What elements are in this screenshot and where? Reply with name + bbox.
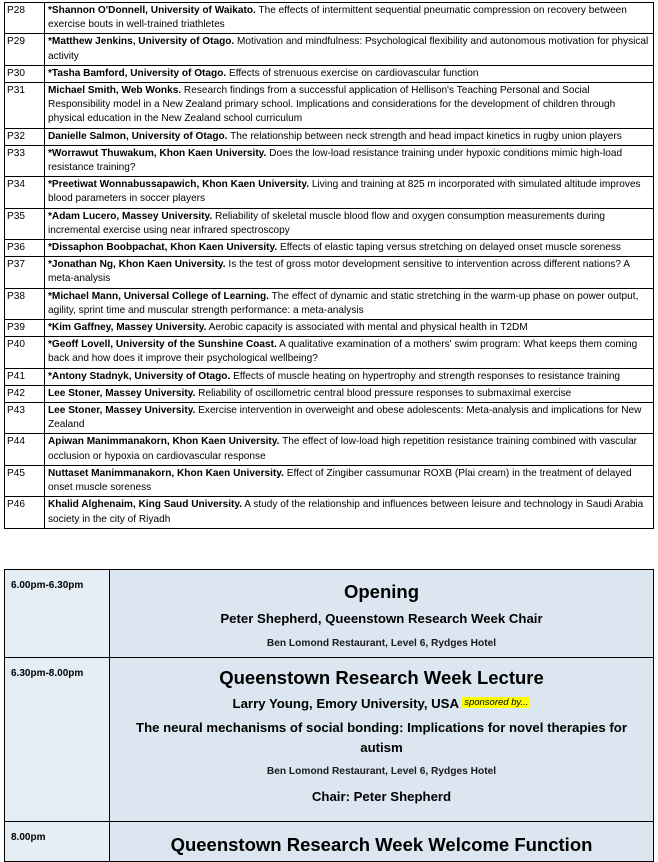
poster-title: Motivation and mindfulness: Psychological flexibility and autonomous motivation for physical activity [48, 36, 649, 62]
poster-code: P34 [5, 177, 45, 208]
poster-author: *Jonathan Ng, Khon Kaen University. [48, 259, 226, 271]
poster-list-body [5, 3, 654, 529]
poster-author: Danielle Salmon, University of Otago. [48, 130, 228, 142]
poster-code: P43 [5, 403, 45, 434]
poster-author: *Matthew Jenkins, University of Otago. [48, 36, 235, 48]
poster-author: *Worrawut Thuwakum, Khon Kaen University. [48, 147, 267, 159]
poster-author: *Shannon O'Donnell, University of Waikato. [48, 5, 256, 16]
poster-author: *Michael Mann, Universal College of Learning. [48, 290, 269, 302]
poster-code: P38 [5, 288, 45, 319]
poster-row [5, 368, 654, 385]
event-cell [110, 658, 654, 822]
poster-entry [45, 145, 654, 176]
poster-row [5, 208, 654, 239]
speaker-name: Larry Young, Emory University, USA [232, 696, 459, 711]
poster-title: Effects of elastic taping versus stretching on delayed onset muscle soreness [277, 242, 621, 254]
poster-title: Aerobic capacity is associated with mental and physical health in T2DM [206, 322, 528, 334]
poster-author: *Dissaphon Boobpachat, Khon Kaen University. [48, 242, 278, 254]
poster-entry [45, 177, 654, 208]
poster-author: Lee Stoner, Massey University. [48, 405, 196, 417]
poster-code: P28 [5, 3, 45, 34]
poster-author: Nuttaset Manimmanakorn, Khon Kaen University. [48, 467, 284, 479]
poster-entry [45, 34, 654, 65]
time-cell: 8.00pm [5, 822, 110, 862]
event-title: Queenstown Research Week Welcome Function [170, 834, 593, 855]
poster-row [5, 65, 654, 82]
poster-author: Michael Smith, Web Wonks. [48, 85, 182, 97]
poster-entry [45, 403, 654, 434]
poster-author: Lee Stoner, Massey University. [48, 387, 196, 399]
poster-row [5, 177, 654, 208]
poster-row [5, 385, 654, 402]
poster-entry [45, 465, 654, 496]
poster-row [5, 3, 654, 34]
poster-entry [45, 497, 654, 528]
poster-code: P41 [5, 368, 45, 385]
poster-author: *Tasha Bamford, University of Otago. [48, 67, 227, 79]
poster-row [5, 83, 654, 129]
poster-code: P36 [5, 240, 45, 257]
poster-entry [45, 288, 654, 319]
poster-row [5, 320, 654, 337]
poster-code: P40 [5, 337, 45, 368]
poster-row [5, 128, 654, 145]
poster-code: P31 [5, 83, 45, 129]
poster-code: P30 [5, 65, 45, 82]
poster-title: Reliability of oscillometric central blood pressure responses to submaximal exercise [195, 387, 572, 399]
poster-author: Khalid Alghenaim, King Saud University. [48, 499, 243, 511]
poster-row [5, 465, 654, 496]
poster-entry [45, 320, 654, 337]
poster-entry [45, 434, 654, 465]
poster-title: A qualitative examination of a mothers' swim program: What keeps them coming back and how does it improve their psychological wellbeing? [48, 339, 638, 365]
poster-entry [45, 337, 654, 368]
poster-row [5, 257, 654, 288]
schedule-table [4, 569, 654, 862]
event-chair: Chair: Peter Shepherd [311, 789, 452, 804]
poster-author: *Antony Stadnyk, University of Otago. [48, 370, 231, 382]
poster-entry [45, 83, 654, 129]
poster-entry [45, 240, 654, 257]
poster-author: *Kim Gaffney, Massey University. [48, 322, 207, 334]
poster-title: A study of the relationship and influences between leisure and technology in Saudi Arabia society in the city of Riyadh [48, 499, 644, 525]
poster-entry [45, 3, 654, 34]
poster-entry [45, 128, 654, 145]
poster-title: Research findings from a successful application of Hellison's Teaching Personal and Social Responsibility model in a New Zealand primary school. Implications and considerations for the development of children through physical education in the New Zealand school curriculum [48, 85, 616, 125]
poster-title: Living and training at 825 m incorporated with simulated altitude improves blood parameters in soccer players [48, 179, 641, 205]
poster-code: P32 [5, 128, 45, 145]
poster-title: Effects of muscle heating on hypertrophy and strength responses to resistance training [230, 370, 621, 382]
event-title: Queenstown Research Week Lecture [219, 667, 544, 688]
poster-row [5, 403, 654, 434]
poster-author: *Adam Lucero, Massey University. [48, 210, 213, 222]
poster-title: The effect of low-load high repetition resistance training combined with vascular occlusion or hypoxia on cardiovascular response [48, 436, 638, 462]
poster-author: *Preetiwat Wonnabussapawich, Khon Kaen University. [48, 179, 310, 191]
event-cell [110, 822, 654, 862]
event-speaker [116, 695, 647, 712]
poster-row [5, 288, 654, 319]
event-title: Opening [343, 581, 420, 602]
poster-code: P37 [5, 257, 45, 288]
poster-code: P29 [5, 34, 45, 65]
poster-author: *Geoff Lovell, University of the Sunshine Coast. [48, 339, 277, 351]
poster-title: Is the test of gross motor development sensitive to intervention across different nations? A meta-analysis [48, 259, 630, 285]
poster-row [5, 34, 654, 65]
event-venue: Ben Lomond Restaurant, Level 6, Rydges Hotel [266, 766, 497, 777]
poster-entry [45, 368, 654, 385]
poster-row [5, 337, 654, 368]
poster-entry [45, 208, 654, 239]
poster-code: P46 [5, 497, 45, 528]
time-cell: 6.30pm-8.00pm [5, 658, 110, 822]
poster-code: P45 [5, 465, 45, 496]
poster-code: P39 [5, 320, 45, 337]
schedule-row-opening [5, 570, 654, 658]
talk-title: The neural mechanisms of social bonding: Implications for novel therapies for autism [136, 720, 627, 755]
poster-code: P33 [5, 145, 45, 176]
event-venue: Ben Lomond Restaurant, Level 6, Rydges Hotel [266, 638, 497, 649]
poster-title: The effect of dynamic and static stretching in the warm-up phase on power output, agility, sprint time and muscular strength performance: a meta-analysis [48, 290, 639, 316]
schedule-row-lecture [5, 658, 654, 822]
schedule-row-welcome [5, 822, 654, 862]
poster-code: P44 [5, 434, 45, 465]
poster-title: Effects of strenuous exercise on cardiovascular function [226, 67, 479, 79]
poster-author: Apiwan Manimmanakorn, Khon Kaen University. [48, 436, 280, 448]
poster-title: Effect of Zingiber cassumunar ROXB (Plai cream) in the treatment of delayed onset muscle soreness [48, 467, 632, 494]
time-cell: 6.00pm-6.30pm [5, 570, 110, 658]
poster-entry [45, 385, 654, 402]
poster-title: Does the low-load resistance training under hypoxic conditions mimic high-load resistance training? [48, 147, 623, 174]
poster-row [5, 145, 654, 176]
poster-entry [45, 65, 654, 82]
poster-title: The relationship between neck strength and head impact kinetics in rugby union players [227, 130, 622, 142]
poster-title: Reliability of skeletal muscle blood flow and oxygen consumption measurements during incremental exercise using near infrared spectroscopy [48, 210, 605, 236]
poster-row [5, 434, 654, 465]
poster-title: Exercise intervention in overweight and obese adolescents: Meta-analysis and implications for New Zealand [48, 405, 642, 431]
poster-code: P42 [5, 385, 45, 402]
poster-code: P35 [5, 208, 45, 239]
poster-entry [45, 257, 654, 288]
poster-row [5, 497, 654, 528]
poster-title: The effects of intermittent sequential pneumatic compression on recovery between exercise bouts in well-trained triathletes [48, 5, 627, 31]
poster-row [5, 240, 654, 257]
poster-list-table [4, 2, 654, 529]
event-speaker: Peter Shepherd, Queenstown Research Week Chair [220, 611, 543, 626]
event-cell [110, 570, 654, 658]
sponsor-badge: sponsored by... [464, 697, 529, 708]
